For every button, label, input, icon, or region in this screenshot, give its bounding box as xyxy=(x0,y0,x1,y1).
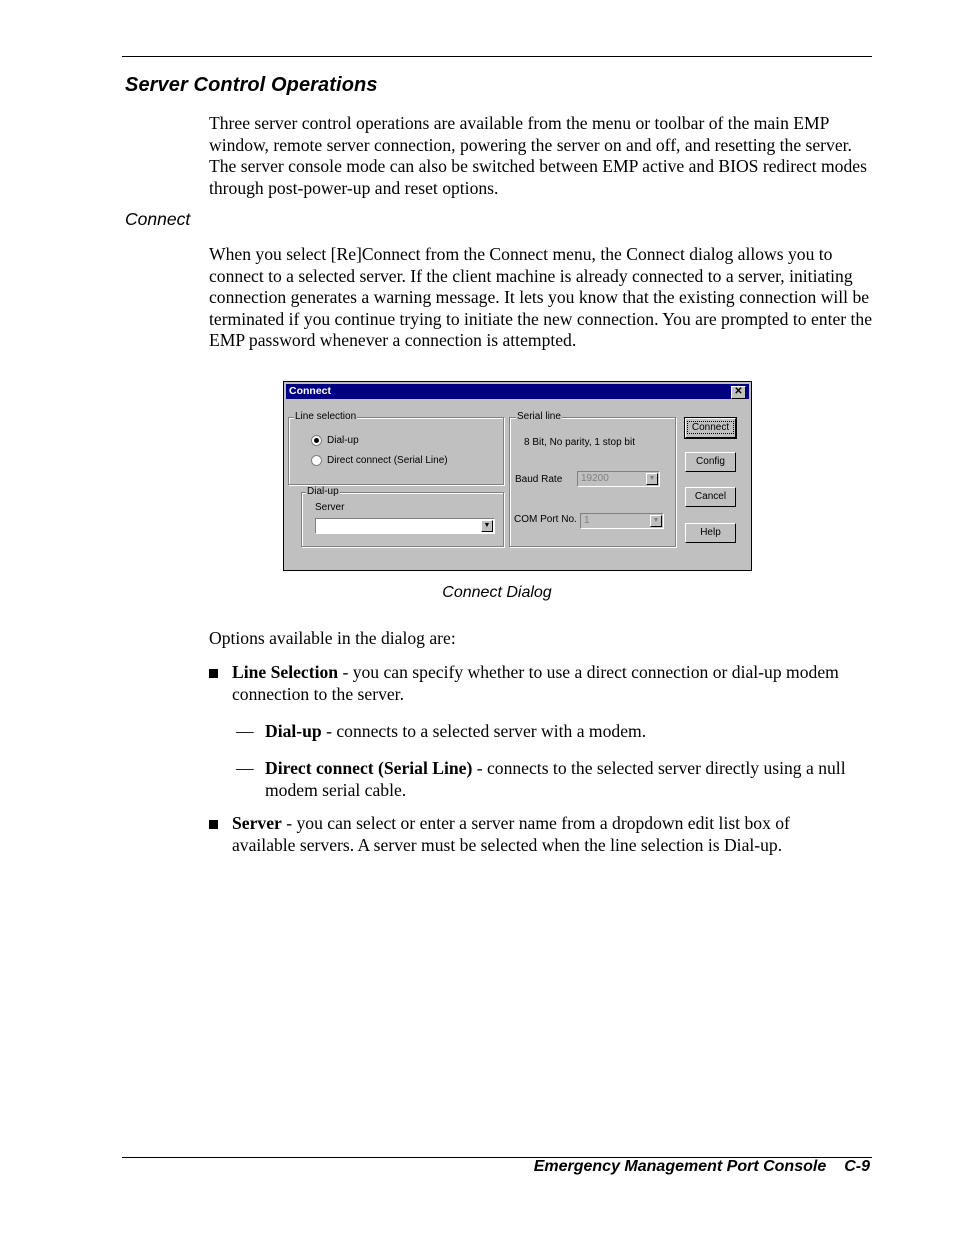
server-term: Server xyxy=(232,813,282,833)
server-desc: - you can select or enter a server name from a dropdown edit list box of available servers. A server must be selected when the line selection is Dial-up. xyxy=(232,813,790,855)
connect-dialog-screenshot xyxy=(283,381,752,571)
dropdown-arrow-icon[interactable]: ▼ xyxy=(650,515,662,527)
baud-rate-value: 19200 xyxy=(581,473,609,484)
page-footer xyxy=(534,1158,870,1176)
direct-desc: - connects to the selected server directly using a null modem serial cable. xyxy=(265,758,846,800)
com-port-value: 1 xyxy=(584,515,590,526)
page-number: C-9 xyxy=(844,1158,870,1175)
dash-icon: — xyxy=(236,758,254,778)
dash-icon: — xyxy=(236,721,254,741)
options-intro: Options available in the dialog are: xyxy=(209,628,456,648)
radio-dialup[interactable] xyxy=(311,435,359,446)
header-rule xyxy=(122,56,872,57)
line-selection-label: Line selection xyxy=(295,411,357,422)
dialog-title-bar xyxy=(286,384,749,399)
dropdown-arrow-icon[interactable]: ▼ xyxy=(481,520,493,532)
help-button[interactable]: Help xyxy=(685,523,736,543)
baud-rate-combobox[interactable] xyxy=(577,471,660,487)
serial-settings-text: 8 Bit, No parity, 1 stop bit xyxy=(524,437,635,448)
dialup-desc: - connects to a selected server with a modem. xyxy=(321,721,647,741)
intro-paragraph: Three server control operations are available from the menu or toolbar of the main EMP window, remote server connection, powering the server on and off, and resetting the server. The server console mode can also be switched between EMP active and BIOS redirect modes through post-power-up and reset options. xyxy=(209,113,867,198)
radio-direct-connect[interactable] xyxy=(311,455,448,466)
line-selection-desc: - you can specify whether to use a direct connection or dial-up modem connection to the server. xyxy=(232,662,839,704)
dialog-title: Connect xyxy=(289,385,331,397)
direct-term: Direct connect (Serial Line) xyxy=(265,758,473,778)
footer-title: Emergency Management Port Console xyxy=(533,1158,827,1175)
radio-direct-label: Direct connect (Serial Line) xyxy=(327,455,448,466)
radio-selected-icon xyxy=(311,435,322,446)
section-heading: Server Control Operations xyxy=(125,74,378,96)
dropdown-arrow-icon[interactable]: ▼ xyxy=(646,473,658,485)
cancel-button[interactable]: Cancel xyxy=(685,487,736,507)
com-port-combobox[interactable] xyxy=(580,513,664,529)
close-icon[interactable]: ✕ xyxy=(731,386,746,399)
radio-unselected-icon xyxy=(311,455,322,466)
subsection-heading: Connect xyxy=(125,209,191,229)
line-selection-term: Line Selection xyxy=(232,662,339,682)
figure-caption: Connect Dialog xyxy=(442,584,552,601)
line-selection-group xyxy=(288,411,504,485)
dialup-group-label: Dial-up xyxy=(307,486,339,497)
bullet-square-icon xyxy=(209,669,218,678)
connect-paragraph: When you select [Re]Connect from the Connect menu, the Connect dialog allows you to connect to a selected server. If the client machine is already connected to a server, initiating connection generates a warning message. It lets you know that the existing connection will be terminated if you continue trying to initiate the new connection. You are prompted to enter the EMP password whenever a connection is attempted. xyxy=(209,244,873,351)
bullet-square-icon xyxy=(209,820,218,829)
dialup-term: Dial-up xyxy=(265,721,322,741)
server-label: Server xyxy=(315,502,345,513)
connect-button[interactable] xyxy=(685,418,736,438)
baud-rate-label: Baud Rate xyxy=(515,474,563,485)
server-combobox[interactable] xyxy=(315,518,495,534)
radio-dialup-label: Dial-up xyxy=(327,435,359,446)
com-port-label: COM Port No. xyxy=(514,514,577,525)
config-button[interactable]: Config xyxy=(685,452,736,472)
serial-line-label: Serial line xyxy=(517,411,561,422)
connect-button-label: Connect xyxy=(687,421,734,434)
